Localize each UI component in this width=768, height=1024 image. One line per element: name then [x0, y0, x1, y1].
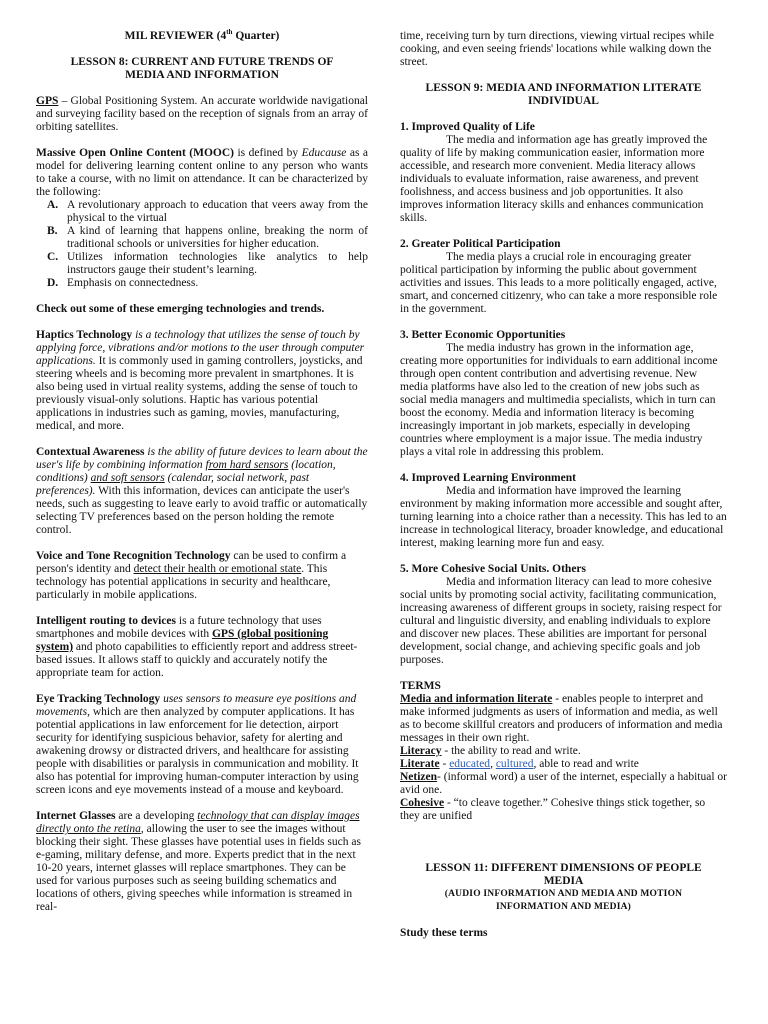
educated-link[interactable]: educated [449, 758, 491, 770]
section-body: The media plays a crucial role in encouraging greater political participation by informing the public about government activities and issues. This leads to a more politically engaged, active, smart, and concerned citizenry, who can take a more responsible role in the government. [400, 251, 718, 315]
internet-glasses-continued: time, receiving turn by turn directions, viewing virtual recipes while cooking, and even seeing friends' locations while walking down the street. [400, 30, 714, 68]
eye-tracking-paragraph: Eye Tracking Technology uses sensors to measure eye positions and movements, which are then analyzed by computer applications. It has potential applications in law enforcement for lie detection, airport security for identifying suspicious behavior, safety for alerting and awakening drowsy or distracted drivers, and healthcare for assisting people with disabilities or paralysis in communication and mobility. It also has potential for improving human-computer interaction by using screen icons and eye movements instead of a mouse and keyboard. [36, 693, 359, 796]
section-body: Media and information literacy can lead to more cohesive social units by promoting social activity, facilitating communication, increasing awareness of different groups in society, raising respect for cultural and linguistic diversity, and enabling individuals to explore and discover new places. These abilities are important for personal development, social change, and achieving specific goals and job purposes. [400, 576, 722, 666]
lesson-8-heading: LESSON 8: CURRENT AND FUTURE TRENDS OF MEDIA AND INFORMATION [70, 56, 334, 81]
list-item: A. A revolutionary approach to education that veers away from the physical to the virtual [47, 199, 368, 224]
reviewer-title: MIL REVIEWER (4th Quarter) [124, 28, 280, 42]
gps-paragraph: GPS – Global Positioning System. An accurate worldwide navigational and surveying facility based on the reception of signals from an array of orbiting satellites. [36, 95, 368, 133]
contextual-awareness-paragraph: Contextual Awareness is the ability of future devices to learn about the user's life by combining information from hard sensors (location, conditions) and soft sensors (calendar, social network, past preferences). With this information, devices can anticipate the user's needs, such as suggesting to leave early to avoid traffic or automatically selecting TV preferences based on the person holding the remote control. [36, 446, 368, 536]
section-heading: 3. Better Economic Opportunities [400, 329, 566, 341]
list-item: C. Utilizes information technologies like analytics to help instructors gauge their student’s learning. [47, 251, 368, 276]
emerging-heading: Check out some of these emerging technologies and trends. [36, 303, 325, 315]
term-netizen: Netizen- (informal word) a user of the internet, especially a habitual or avid one. [400, 771, 727, 796]
study-terms-heading: Study these terms [400, 927, 488, 939]
mooc-list [36, 199, 368, 290]
term-literate: Literate - educated, cultured, able to read and write [400, 758, 639, 770]
intelligent-routing-paragraph: Intelligent routing to devices is a future technology that uses smartphones and mobile devices with GPS (global positioning system) and photo capabilities to efficiently report and address street-based issues. It allows staff to quickly and accurately notify the appropriate team for action. [36, 615, 358, 679]
list-item: B. A kind of learning that happens online, breaking the norm of traditional schools or universities for higher education. [47, 225, 368, 250]
haptics-paragraph: Haptics Technology is a technology that utilizes the sense of touch by applying force, vibrations and/or motions to the user through computer applications. It is commonly used in gaming controllers, joysticks, and steering wheels and is becoming more prevalent in smartphones. It is also being used in virtual reality systems, adding the sense of touch to previously visual-only solutions. Haptic has various potential applications in industries such as gaming, movies, manufacturing, medical, and more. [36, 329, 365, 432]
gps-term: GPS [36, 95, 59, 107]
section-heading: 5. More Cohesive Social Units. Others [400, 563, 587, 575]
section-heading: 1. Improved Quality of Life [400, 121, 535, 133]
left-column [36, 30, 368, 914]
lesson-9-heading: LESSON 9: MEDIA AND INFORMATION LITERATE INDIVIDUAL [425, 82, 702, 107]
terms-heading: TERMS [400, 680, 441, 692]
mooc-term: Massive Open Online Content (MOOC) [36, 147, 234, 159]
section-body: The media and information age has greatly improved the quality of life by making communication easier, information more accessible, and research more convenient. Media literacy allows individuals to evaluate information, raise awareness, and prevent foolishness, and access business and job opportunities. It also improves information literacy skills and enhances communication skills. [400, 134, 708, 224]
mooc-paragraph: Massive Open Online Content (MOOC) is defined by Educause as a model for delivering learning content online to any person who wants to take a course, with no limit on attendance. It can be characterized by the following: [36, 147, 369, 198]
cultured-link[interactable]: cultured [495, 758, 534, 770]
section-heading: 4. Improved Learning Environment [400, 472, 576, 484]
list-item: D. Emphasis on connectedness. [47, 277, 199, 289]
lesson-11-heading: LESSON 11: DIFFERENT DIMENSIONS OF PEOPLE MEDIA [425, 862, 702, 887]
term-literacy: Literacy - the ability to read and write. [400, 745, 581, 757]
voice-recognition-paragraph: Voice and Tone Recognition Technology can be used to confirm a person's identity and detect their health or emotional state. This technology has potential applications in security and healthcare, particularly in mobile applications. [36, 550, 347, 601]
section-heading: 2. Greater Political Participation [400, 238, 561, 250]
term-cohesive: Cohesive - “to cleave together.” Cohesive things stick together, so they are unified [400, 797, 706, 822]
lesson-11-subheading: (AUDIO INFORMATION AND MEDIA AND MOTION INFORMATION AND MEDIA) [444, 889, 683, 912]
internet-glasses-paragraph: Internet Glasses are a developing technology that can display images directly onto the retina, allowing the user to see the images without blocking their sight. These glasses have potential uses in fields such as e-gaming, military defense, and more. Experts predict that in the next 10-20 years, internet glasses will replace smartphones. They can be used for various purposes such as seeing building schematics and locations of others, giving speeches while information is streamed in real- [36, 810, 361, 913]
right-column [400, 30, 727, 940]
term-media-information-literate: Media and information literate - enables people to interpret and make informed judgments as users of information and media, as well as to become skillful creators and producers of information and media messages in their own right. [400, 693, 723, 744]
section-body: Media and information have improved the learning environment by making information more accessible and sought after, turning learning into a choice rather than a necessity. This has led to an increase in technological literacy, broader knowledge, and educational interest, making learning more fun and easy. [400, 485, 727, 549]
section-body: The media industry has grown in the information age, creating more opportunities for individuals to earn additional income through open content contribution and advertising revenue. New media platforms have also led to the creation of new jobs such as social media managers and multimedia specialists, which in turn can boost the economy. Media and information literacy is becoming increasingly important in job markets, especially in developing countries where employment is a major issue. The media industry plays a vital role in addressing this problem. [400, 342, 718, 458]
